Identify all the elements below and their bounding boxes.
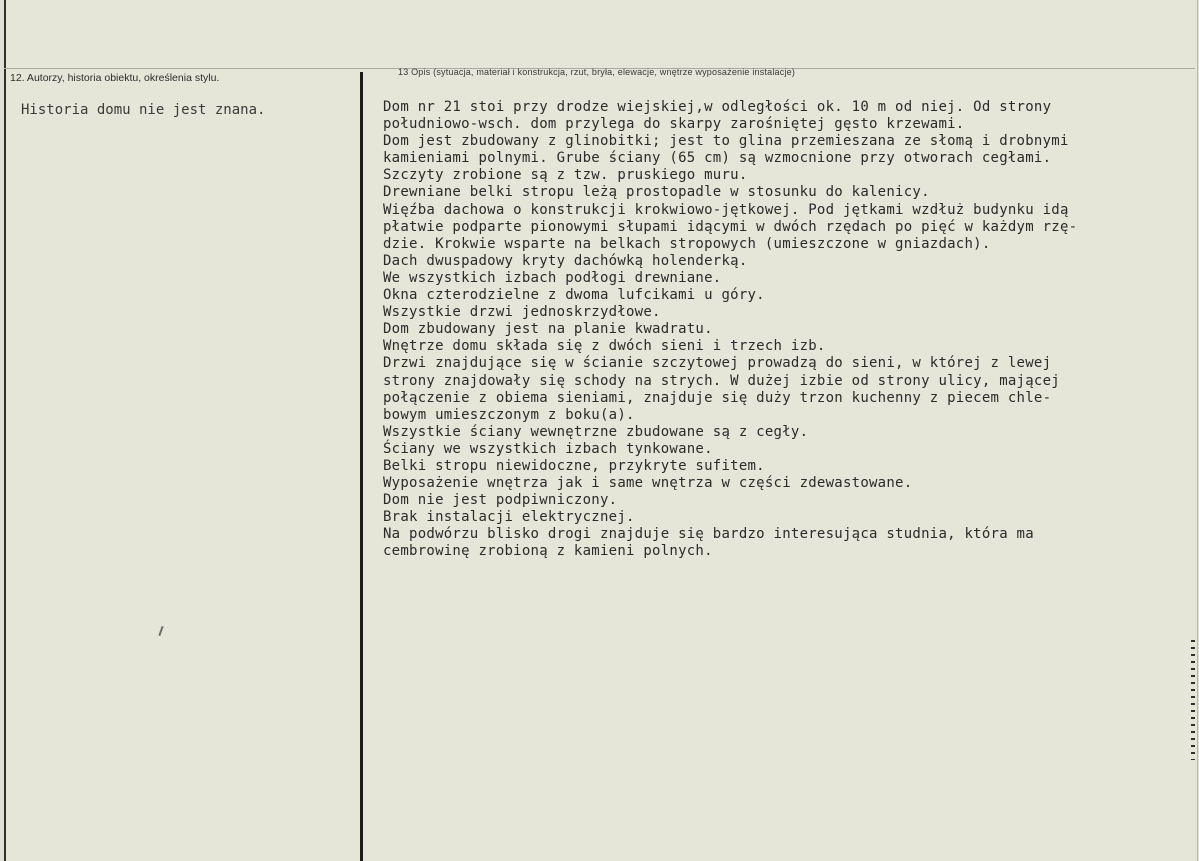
field-13-label: 13 Opis (sytuacja, materiał i konstrukcja, rzut, bryła, elewacje, wnętrze wyposażenie instalacje)	[398, 67, 796, 77]
edge-ruler-ticks	[1191, 640, 1195, 760]
description-line: Dom jest zbudowany z glinobitki; jest to glina przemieszana ze słomą i drobnymi	[383, 133, 1069, 150]
history-text: Historia domu nie jest znana.	[21, 102, 266, 118]
description-line: dzie. Krokwie wsparte na belkach stropowych (umieszczone w gniazdach).	[383, 235, 991, 252]
description-line: kamieniami polnymi. Grube ściany (65 cm) są wzmocnione przy otworach cegłami.	[383, 150, 1052, 167]
description-line: Wyposażenie wnętrza jak i same wnętrza w części zdewastowane.	[383, 475, 913, 492]
description-line: Wszystkie ściany wewnętrzne zbudowane są z cegły.	[383, 423, 809, 440]
description-line: Ściany we wszystkich izbach tynkowane.	[383, 440, 713, 457]
description-line: połączenie z obiema sieniami, znajduje się duży trzon kuchenny z piecem chle-	[383, 389, 1052, 406]
description-line: Na podwórzu blisko drogi znajduje się bardzo interesująca studnia, która ma	[383, 526, 1034, 543]
field-12-label: 12. Autorzy, historia obiektu, określenia stylu.	[10, 72, 220, 84]
description-line: południowo-wsch. dom przylega do skarpy zarośniętej gęsto krzewami.	[383, 116, 965, 133]
description-line: Brak instalacji elektrycznej.	[383, 509, 635, 526]
description-line: cembrowinę zrobioną z kamieni polnych.	[383, 543, 713, 560]
description-line: Dom nr 21 stoi przy drodze wiejskiej,w odległości ok. 10 m od niej. Od strony	[383, 99, 1052, 115]
description-line: Drzwi znajdujące się w ścianie szczytowej prowadzą do sieni, w której z lewej	[383, 355, 1052, 372]
description-line: Drewniane belki stropu leżą prostopadle w stosunku do kalenicy.	[383, 184, 930, 201]
description-line: Szczyty zrobione są z tzw. pruskiego muru.	[383, 167, 748, 184]
description-line: Dach dwuspadowy kryty dachówką holenderką.	[383, 252, 748, 269]
description-line: strony znajdowały się schody na strych. W dużej izbie od strony ulicy, mającej	[383, 372, 1060, 389]
description-text	[383, 99, 1077, 561]
description-line: Okna czterodzielne z dwoma lufcikami u góry.	[383, 287, 765, 304]
description-line: płatwie podparte pionowymi słupami idącymi w dwóch rzędach po pięć w każdym rzę-	[383, 218, 1078, 235]
description-line: Belki stropu niewidoczne, przykryte sufitem.	[383, 457, 765, 474]
description-line: Więźba dachowa o konstrukcji krokwiowo-jętkowej. Pod jętkami wzdłuż budynku idą	[383, 201, 1069, 218]
description-line: We wszystkich izbach podłogi drewniane.	[383, 269, 722, 286]
description-line: Wszystkie drzwi jednoskrzydłowe.	[383, 304, 661, 321]
description-line: Dom zbudowany jest na planie kwadratu.	[383, 321, 713, 338]
description-line: Wnętrze domu składa się z dwóch sieni i trzech izb.	[383, 338, 826, 355]
description-line: bowym umieszczonym z boku(a).	[383, 406, 635, 423]
column-divider	[360, 72, 363, 861]
description-line: Dom nie jest podpiwniczony.	[383, 492, 618, 509]
